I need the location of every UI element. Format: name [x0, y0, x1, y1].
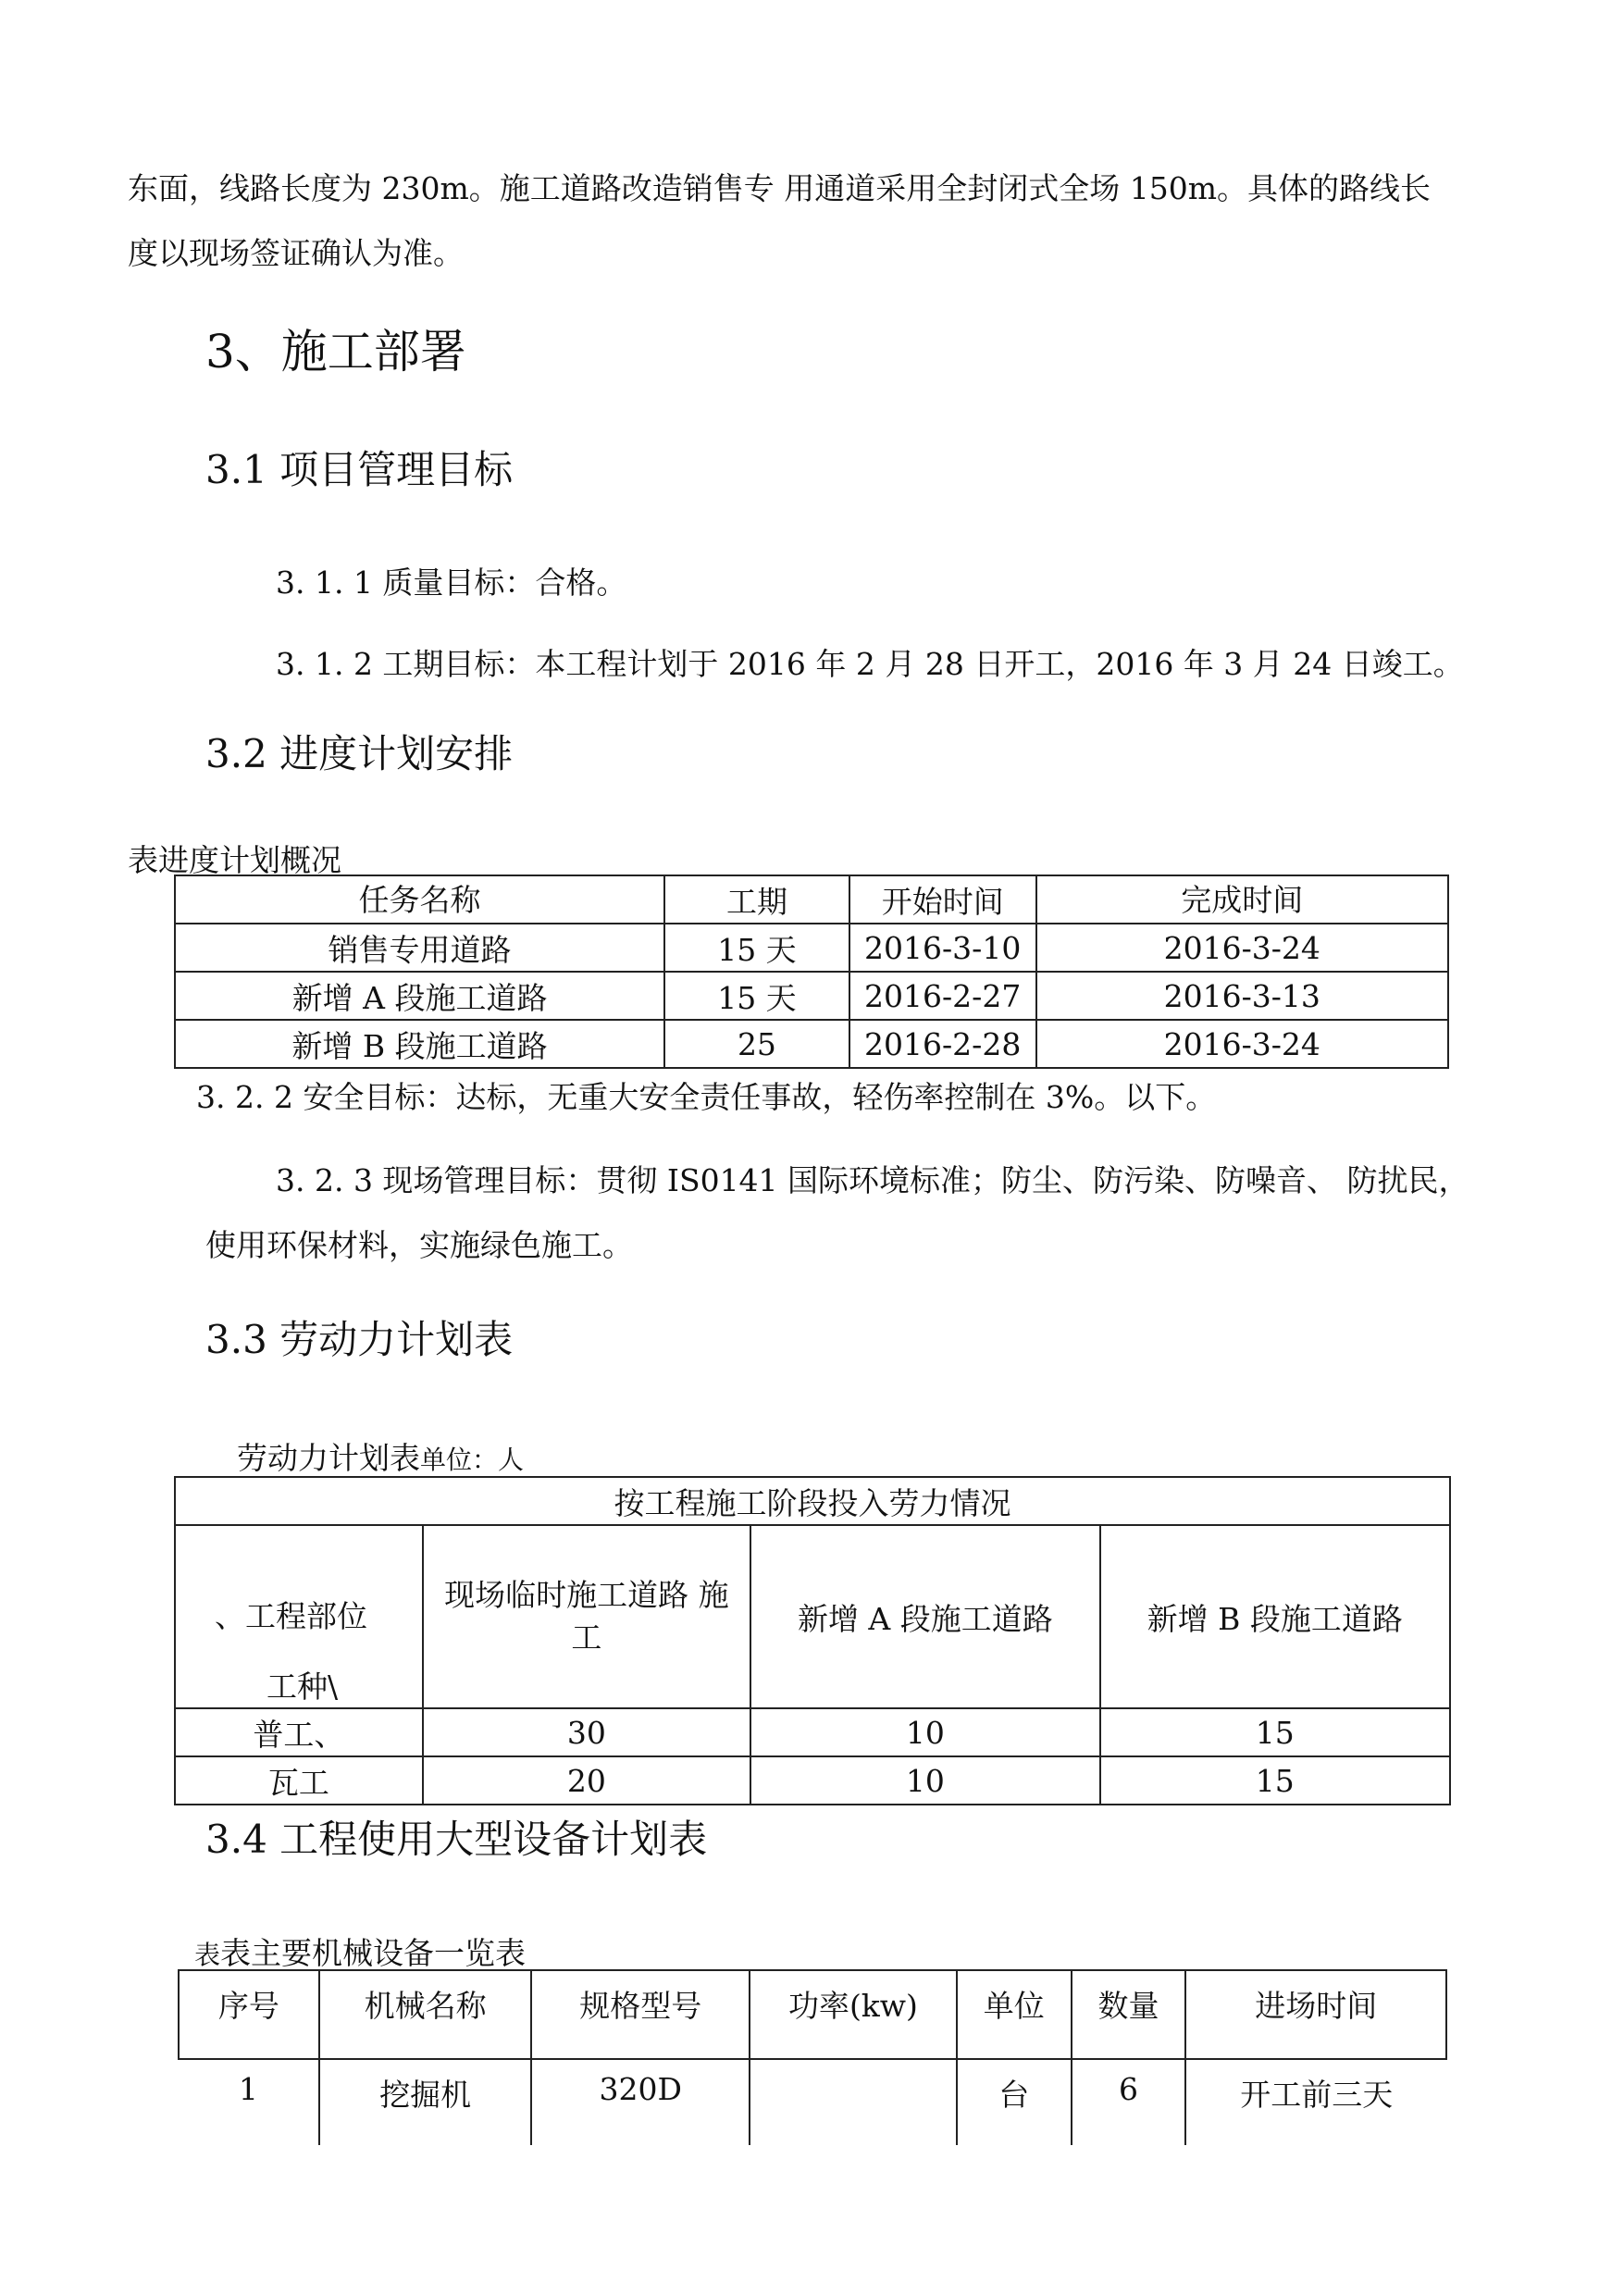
- cell: 2016-3-10: [849, 924, 1036, 972]
- cell: 20: [423, 1756, 750, 1805]
- header-power: 功率(kw): [750, 1970, 957, 2059]
- site-management-goal-line-1: 3. 2. 3 现场管理目标：贯彻 IS0141 国际环境标准；防尘、防污染、防噪音、 防扰民，: [276, 1162, 1469, 1198]
- table-header-row: [175, 1477, 1450, 1525]
- section-3-4-heading: 3.4 工程使用大型设备计划表: [205, 1817, 708, 1862]
- labor-table: [174, 1476, 1451, 1805]
- table-header-row: [179, 1970, 1446, 2059]
- safety-goal: 3. 2. 2 安全目标：达标，无重大安全责任事故，轻伤率控制在 3%。以下。: [196, 1079, 1217, 1115]
- cell: 瓦工: [175, 1756, 423, 1805]
- cell: 1: [179, 2059, 319, 2145]
- cell: 6: [1072, 2059, 1186, 2145]
- table-header-row: [175, 875, 1448, 924]
- equipment-table-caption: 表表主要机械设备一览表: [194, 1935, 527, 1971]
- schedule-goal: 3. 1. 2 工期目标：本工程计划于 2016 年 2 月 28 日开工，2016 年 3 月 24 日竣工。: [276, 646, 1464, 682]
- schedule-table: [174, 875, 1449, 1069]
- header-finish-date: 完成时间: [1036, 875, 1448, 924]
- cell: 新增 B 段施工道路: [175, 1020, 664, 1068]
- labor-caption-title: 劳动力计划表: [237, 1440, 420, 1476]
- cell: 开工前三天: [1185, 2059, 1446, 2145]
- cell: 销售专用道路: [175, 924, 664, 972]
- cell: 15 天: [664, 924, 849, 972]
- table-row: [179, 2059, 1446, 2145]
- section-3-1-heading: 3.1 项目管理目标: [205, 447, 514, 492]
- header-model: 规格型号: [531, 1970, 750, 2059]
- corner-label-location: 、工程部位: [215, 1598, 367, 1634]
- header-section-a: 新增 A 段施工道路: [750, 1525, 1099, 1708]
- intro-line-1: 东面，线路长度为 230m。施工道路改造销售专 用通道采用全封闭式全场 150m。具体的路线长: [128, 170, 1432, 206]
- header-start-date: 开始时间: [849, 875, 1036, 924]
- table-row: [175, 924, 1448, 972]
- intro-line-2: 度以现场签证确认为准。: [128, 235, 464, 271]
- cell: 30: [423, 1708, 750, 1756]
- table-row: [175, 1756, 1450, 1805]
- header-duration: 工期: [664, 875, 849, 924]
- header-index: 序号: [179, 1970, 319, 2059]
- cell: 15: [1100, 1708, 1450, 1756]
- cell: 2016-2-27: [849, 972, 1036, 1020]
- header-task-name: 任务名称: [175, 875, 664, 924]
- cell: 25: [664, 1020, 849, 1068]
- cell: 挖掘机: [319, 2059, 532, 2145]
- corner-label-trade: 工种\: [267, 1669, 339, 1705]
- table-row: [175, 1708, 1450, 1756]
- table-header-row: [175, 1525, 1450, 1708]
- schedule-table-caption: 表进度计划概况: [128, 842, 341, 878]
- table-row: [175, 972, 1448, 1020]
- equipment-table: [178, 1969, 1447, 2145]
- labor-group-header: 按工程施工阶段投入劳力情况: [175, 1477, 1450, 1525]
- cell: [750, 2059, 957, 2145]
- header-arrival-time: 进场时间: [1185, 1970, 1446, 2059]
- header-quantity: 数量: [1072, 1970, 1186, 2059]
- header-temporary-road: 现场临时施工道路 施工: [423, 1525, 750, 1708]
- quality-goal: 3. 1. 1 质量目标：合格。: [276, 564, 627, 601]
- cell: 台: [957, 2059, 1072, 2145]
- header-machine-name: 机械名称: [319, 1970, 532, 2059]
- cell: 2016-2-28: [849, 1020, 1036, 1068]
- cell: 15 天: [664, 972, 849, 1020]
- cell: 10: [750, 1756, 1099, 1805]
- section-3-3-heading: 3.3 劳动力计划表: [205, 1317, 514, 1362]
- header-section-b: 新增 B 段施工道路: [1100, 1525, 1450, 1708]
- cell: 10: [750, 1708, 1099, 1756]
- cell: 320D: [531, 2059, 750, 2145]
- labor-table-caption: [237, 1434, 524, 1478]
- table-row: [175, 1020, 1448, 1068]
- equipment-caption-text: 表主要机械设备一览表: [220, 1935, 527, 1971]
- cell: 15: [1100, 1756, 1450, 1805]
- site-management-goal-line-2: 使用环保材料，实施绿色施工。: [205, 1227, 633, 1263]
- cell: 2016-3-13: [1036, 972, 1448, 1020]
- cell: 新增 A 段施工道路: [175, 972, 664, 1020]
- section-3-heading: 3、施工部署: [205, 325, 466, 378]
- header-unit: 单位: [957, 1970, 1072, 2059]
- section-3-2-heading: 3.2 进度计划安排: [205, 731, 514, 776]
- corner-header: [175, 1525, 423, 1708]
- cell: 普工、: [175, 1708, 423, 1756]
- cell: 2016-3-24: [1036, 1020, 1448, 1068]
- cell: 2016-3-24: [1036, 924, 1448, 972]
- labor-caption-unit: 单位：人: [420, 1445, 525, 1475]
